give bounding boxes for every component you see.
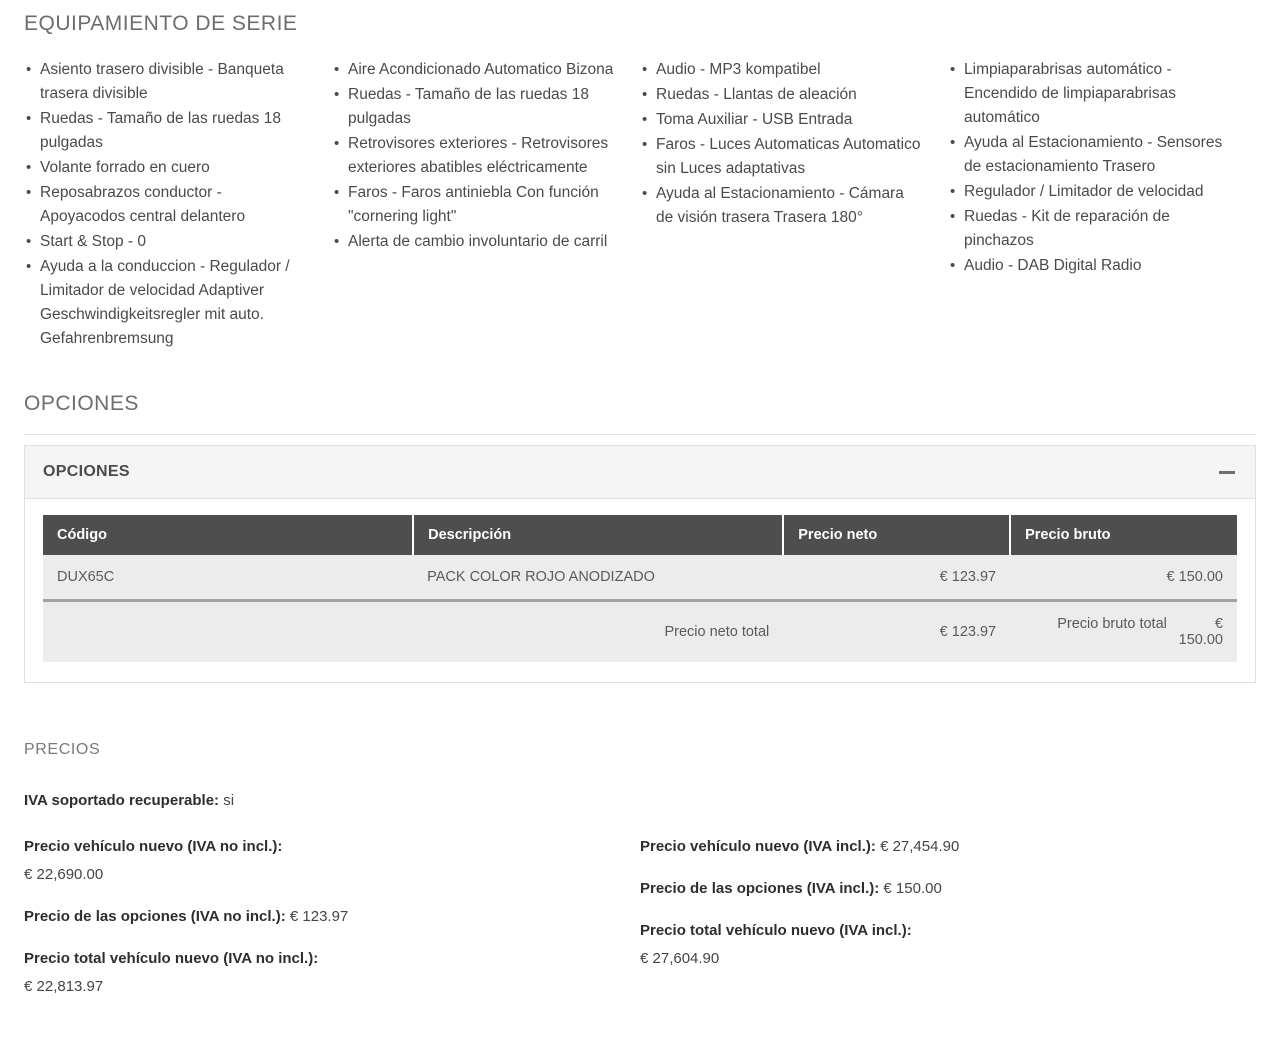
equipment-list [332, 58, 614, 254]
price-label: Precio vehículo nuevo (IVA no incl.): [24, 838, 283, 855]
list-item: • Ayuda al Estacionamiento - Sensores de estacionamiento Trasero [948, 131, 1230, 179]
prices-section-title: PRECIOS [24, 741, 101, 758]
cell-descripcion: PACK COLOR ROJO ANODIZADO [413, 555, 783, 601]
list-item: • Ruedas - Llantas de aleación [640, 83, 922, 107]
table-header-row [43, 515, 1237, 555]
price-item [640, 833, 1226, 861]
list-item: • Ayuda a la conduccion - Regulador / Limitador de velocidad Adaptiver Geschwindigkeitsregler mit auto. Gefahrenbremsung [24, 255, 306, 351]
list-item: • Ruedas - Tamaño de las ruedas 18 pulgadas [332, 83, 614, 131]
list-item: • Audio - DAB Digital Radio [948, 254, 1230, 278]
list-item: • Ayuda al Estacionamiento - Cámara de visión trasera Trasera 180° [640, 182, 922, 230]
options-table [43, 515, 1237, 662]
list-item: • Limpiaparabrisas automático - Encendido de limpiaparabrisas automático [948, 58, 1230, 130]
list-item: • Toma Auxiliar - USB Entrada [640, 108, 922, 132]
cell-precio-neto: € 123.97 [783, 555, 1010, 601]
equipment-column-2 [332, 58, 640, 352]
price-value: € 27,604.90 [640, 950, 720, 967]
totals-empty-cell [43, 601, 413, 663]
price-value: € 22,690.00 [24, 866, 104, 883]
column-header-precio-neto: Precio neto [783, 515, 1010, 555]
cell-precio-bruto: € 150.00 [1010, 555, 1237, 601]
options-panel [24, 445, 1256, 683]
price-value: € 123.97 [289, 908, 349, 925]
list-item: • Volante forrado en cuero [24, 156, 306, 180]
equipment-list [640, 58, 922, 230]
equipment-column-1 [24, 58, 332, 352]
equipment-list [948, 58, 1230, 278]
price-item [24, 833, 610, 889]
price-columns [24, 819, 1256, 1015]
prices-section [24, 769, 1256, 1015]
list-item: • Regulador / Limitador de velocidad [948, 180, 1230, 204]
column-header-precio-bruto: Precio bruto [1010, 515, 1237, 555]
price-value: € 22,813.97 [24, 978, 104, 995]
options-table-body [43, 555, 1237, 662]
equipment-list [24, 58, 306, 351]
list-item: • Aire Acondicionado Automatico Bizona [332, 58, 614, 82]
list-item: • Ruedas - Tamaño de las ruedas 18 pulgadas [24, 107, 306, 155]
totals-label-neto: Precio neto total [413, 601, 783, 663]
totals-label-bruto: Precio bruto total [1057, 616, 1167, 632]
section-divider [24, 434, 1256, 435]
list-item: • Faros - Faros antiniebla Con función "cornering light" [332, 181, 614, 229]
equipment-column-4 [948, 58, 1256, 352]
totals-value-bruto: € 150.00 [1178, 616, 1223, 648]
price-item [24, 903, 610, 931]
price-label: Precio de las opciones (IVA no incl.): [24, 908, 286, 925]
equipment-column-3 [640, 58, 948, 352]
price-item [24, 945, 610, 1001]
options-table-head [43, 515, 1237, 555]
table-totals-row [43, 601, 1237, 663]
price-column-gross [640, 833, 1256, 1015]
options-panel-header[interactable] [25, 446, 1255, 499]
list-item: • Start & Stop - 0 [24, 230, 306, 254]
iva-line [24, 787, 1256, 815]
equipment-section-title: EQUIPAMIENTO DE SERIE [24, 12, 298, 35]
price-label: Precio vehículo nuevo (IVA incl.): [640, 838, 876, 855]
minus-icon[interactable] [1217, 462, 1237, 482]
iva-label: IVA soportado recuperable: [24, 792, 220, 809]
totals-value-neto: € 123.97 [783, 601, 1010, 663]
options-section-title: OPCIONES [24, 392, 139, 415]
equipment-columns [24, 46, 1256, 352]
column-header-codigo: Código [43, 515, 413, 555]
list-item: • Audio - MP3 kompatibel [640, 58, 922, 82]
price-value: € 27,454.90 [880, 838, 960, 855]
price-label: Precio de las opciones (IVA incl.): [640, 880, 880, 897]
options-panel-body [25, 499, 1255, 682]
list-item: • Reposabrazos conductor - Apoyacodos central delantero [24, 181, 306, 229]
price-label: Precio total vehículo nuevo (IVA incl.): [640, 922, 912, 939]
totals-bruto-group [1010, 601, 1237, 663]
list-item: • Asiento trasero divisible - Banqueta trasera divisible [24, 58, 306, 106]
column-header-descripcion: Descripción [413, 515, 783, 555]
price-column-net [24, 833, 640, 1015]
options-panel-title: OPCIONES [43, 463, 130, 480]
cell-codigo: DUX65C [43, 555, 413, 601]
list-item: • Alerta de cambio involuntario de carril [332, 230, 614, 254]
table-row [43, 555, 1237, 601]
iva-value: si [223, 792, 235, 809]
list-item: • Faros - Luces Automaticas Automatico sin Luces adaptativas [640, 133, 922, 181]
minus-icon-bar [1219, 471, 1235, 474]
price-item [640, 875, 1226, 903]
price-label: Precio total vehículo nuevo (IVA no incl.): [24, 950, 319, 967]
list-item: • Ruedas - Kit de reparación de pinchazos [948, 205, 1230, 253]
list-item: • Retrovisores exteriores - Retrovisores exteriores abatibles eléctricamente [332, 132, 614, 180]
price-item [640, 917, 1226, 973]
price-value: € 150.00 [883, 880, 942, 897]
